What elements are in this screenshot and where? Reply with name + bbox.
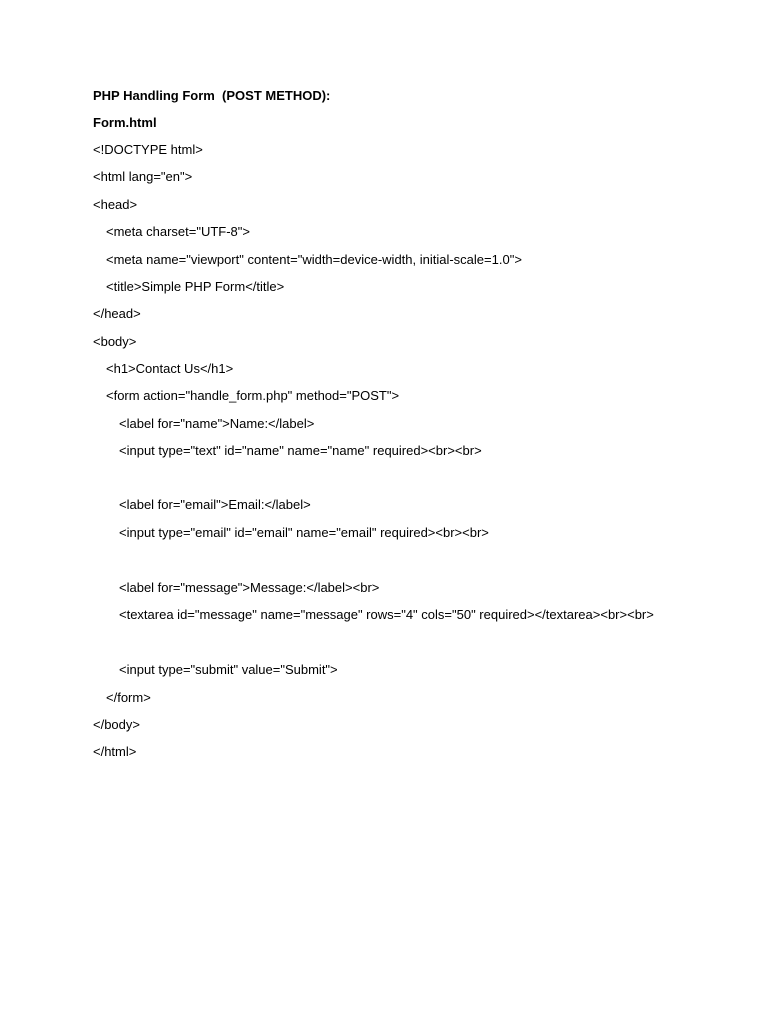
code-line: </head> [93, 306, 141, 321]
code-line: </html> [93, 744, 137, 759]
code-line: <label for="email">Email:</label> [119, 497, 311, 512]
code-line: <label for="message">Message:</label><br> [119, 580, 380, 595]
code-line: <input type="submit" value="Submit"> [119, 662, 338, 677]
code-line: <body> [93, 334, 137, 349]
code-line: <form action="handle_form.php" method="POST"> [106, 388, 400, 403]
code-line: <h1>Contact Us</h1> [106, 361, 234, 376]
code-line: <html lang="en"> [93, 169, 193, 184]
code-line: <title>Simple PHP Form</title> [106, 279, 285, 294]
file-name: Form.html [93, 115, 157, 130]
code-line: <input type="text" id="name" name="name" required><br><br> [119, 443, 482, 458]
code-line: <head> [93, 197, 138, 212]
document-heading: PHP Handling Form (POST METHOD): [93, 88, 331, 103]
code-line: <input type="email" id="email" name="email" required><br><br> [119, 525, 489, 540]
code-line: <textarea id="message" name="message" rows="4" cols="50" required></textarea><br><br> [119, 607, 654, 622]
code-line: <label for="name">Name:</label> [119, 416, 315, 431]
code-line: </form> [106, 690, 151, 705]
code-line: <!DOCTYPE html> [93, 142, 203, 157]
code-line: <meta charset="UTF-8"> [106, 224, 250, 239]
code-line: <meta name="viewport" content="width=device-width, initial-scale=1.0"> [106, 252, 522, 267]
code-line: </body> [93, 717, 140, 732]
